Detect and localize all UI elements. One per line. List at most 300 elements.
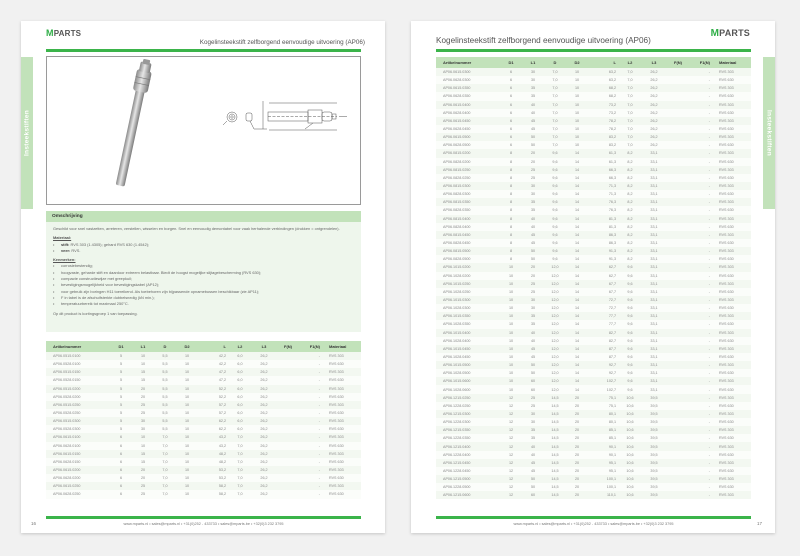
table-cell: 8,2 [618,255,642,263]
table-cell: 7,0 [618,92,642,100]
table-cell: 50 [522,369,544,377]
table-cell [666,345,690,353]
table-cell: 10 [566,133,588,141]
table-cell: AP06.0528.0150 [46,376,110,384]
logo-m: M [710,28,720,39]
table-cell: AP06.1028.0450 [436,353,500,361]
table-cell: AP06.0628.0200 [46,474,110,482]
table-cell: 8,2 [618,215,642,223]
table-cell: RVS 303 [712,459,751,467]
table-cell: RVS 630 [712,418,751,426]
table-cell: 39,5 [642,491,666,499]
table-cell: RVS 630 [712,190,751,198]
table-cell: AP06.0628.0400 [436,109,500,117]
table-cell: 33,1 [642,288,666,296]
table-cell: AP06.1228.0350 [436,434,500,442]
table-cell: 26,2 [252,352,276,360]
table-cell: 14 [566,369,588,377]
table-cell: RVS 630 [712,451,751,459]
table-cell: 76,3 [588,206,618,214]
table-cell: 14 [566,312,588,320]
table-cell: 14 [566,215,588,223]
table-row [436,182,751,190]
table-cell: 80,1 [588,418,618,426]
table-cell: 9,6 [618,320,642,328]
table-cell: 73,2 [588,101,618,109]
table-cell [666,239,690,247]
table-cell [276,433,300,441]
material-item [53,248,354,254]
table-cell: 9,6 [544,190,566,198]
table-row [46,393,361,401]
table-cell [666,223,690,231]
table-cell [666,442,690,450]
table-cell: 26,2 [642,133,666,141]
table-cell: AP06.1015.0350 [436,312,500,320]
table-cell: AP06.0815.0250 [436,166,500,174]
table-cell [276,368,300,376]
table-row [436,125,751,133]
table-cell: - [690,418,712,426]
table-cell: 5,5 [154,393,176,401]
table-cell: 33,1 [642,190,666,198]
table-cell [666,141,690,149]
table-cell: 26,2 [252,401,276,409]
column-header: L1 [132,341,154,352]
table-cell: 33,1 [642,280,666,288]
section-tab [763,57,775,209]
table-cell: 58,2 [198,482,228,490]
table-cell: 80,1 [588,410,618,418]
table-cell: - [690,92,712,100]
table-cell: 33,1 [642,158,666,166]
table-cell: 9,6 [618,369,642,377]
catalog-page-left [21,21,385,533]
table-cell: - [690,459,712,467]
table-cell: 20 [566,459,588,467]
table-cell: AP06.1015.0250 [436,280,500,288]
table-cell: 8 [500,174,522,182]
table-cell: 33,1 [642,361,666,369]
table-cell: 33,1 [642,353,666,361]
table-cell: - [300,466,322,474]
table-cell: - [690,215,712,223]
table-cell: AP06.0815.0300 [436,182,500,190]
table-cell [666,418,690,426]
table-cell: 86,3 [588,231,618,239]
table-cell: 14 [566,377,588,385]
table-cell: 33,1 [642,329,666,337]
table-cell: 5,5 [154,385,176,393]
table-cell: RVS 303 [712,263,751,271]
table-cell: 5,5 [154,376,176,384]
table-cell: RVS 303 [712,68,751,76]
table-cell: 26,2 [642,84,666,92]
table-cell: AP06.0628.0350 [436,92,500,100]
table-cell: 12,0 [544,312,566,320]
table-cell: - [690,133,712,141]
table-cell: 25 [522,394,544,402]
table-cell: 7,0 [544,109,566,117]
table-cell: 10 [566,84,588,92]
table-cell: 95,1 [588,467,618,475]
table-row [436,402,751,410]
table-cell: 9,6 [544,158,566,166]
table-cell: RVS 630 [712,304,751,312]
table-cell: 10 [500,288,522,296]
column-header: L3 [252,341,276,352]
table-cell: RVS 303 [712,345,751,353]
table-cell: 10 [132,442,154,450]
table-cell: 5,5 [154,417,176,425]
table-cell: 9,6 [544,215,566,223]
table-cell [666,117,690,125]
table-cell: 12 [500,467,522,475]
table-cell [666,68,690,76]
table-cell [666,190,690,198]
table-cell: 12,0 [544,337,566,345]
table-cell: 14 [566,190,588,198]
table-row [436,206,751,214]
table-cell: RVS 303 [322,417,361,425]
table-cell: RVS 630 [712,467,751,475]
page-title: Kogelinsteekstift zelfborgend eenvoudige uitvoering (AP06) [436,36,651,45]
table-cell: 81,3 [588,215,618,223]
table-cell: RVS 630 [712,483,751,491]
table-cell: RVS 630 [712,76,751,84]
table-cell: AP06.0628.0250 [46,490,110,498]
table-cell: AP06.1215.0350 [436,426,500,434]
table-cell: 14 [566,304,588,312]
table-cell: 7,0 [618,141,642,149]
table-cell: AP06.1015.0300 [436,296,500,304]
table-cell: 10,6 [618,442,642,450]
table-cell: 12,0 [544,353,566,361]
table-cell: 30 [522,68,544,76]
table-row [436,255,751,263]
table-cell: 12 [500,434,522,442]
table-cell: 26,2 [252,442,276,450]
table-cell: - [690,76,712,84]
table-row [436,92,751,100]
table-cell: 26,2 [642,92,666,100]
table-cell: - [300,368,322,376]
table-cell: 33,1 [642,166,666,174]
table-cell: 8,2 [618,190,642,198]
table-cell: 78,2 [588,117,618,125]
table-cell [666,92,690,100]
table-cell: 20 [566,475,588,483]
page-number: 17 [757,521,763,526]
table-cell: - [690,426,712,434]
table-cell: 14 [566,174,588,182]
table-cell: 50 [522,483,544,491]
table-cell: AP06.1215.0450 [436,459,500,467]
table-cell: 30 [522,182,544,190]
table-row [46,409,361,417]
table-cell: 10 [176,385,198,393]
table-row [46,466,361,474]
table-cell: 9,6 [544,198,566,206]
table-cell: 26,2 [252,409,276,417]
table-cell: 67,7 [588,288,618,296]
table-cell: 9,6 [544,247,566,255]
table-cell: 9,6 [618,329,642,337]
table-cell: 20 [566,467,588,475]
table-cell: 33,1 [642,369,666,377]
table-cell: RVS 630 [322,490,361,498]
table-cell: 20 [566,483,588,491]
table-cell: 10 [500,385,522,393]
table-cell: 6,0 [228,368,252,376]
table-row [436,385,751,393]
table-cell: - [300,417,322,425]
table-cell: 12,0 [544,329,566,337]
product-illustration [47,57,360,204]
table-cell: 15 [132,368,154,376]
table-row [436,239,751,247]
table-cell: 14 [566,223,588,231]
table-cell: 40 [522,442,544,450]
table-cell [666,434,690,442]
table-cell: AP06.0528.0200 [46,393,110,401]
table-cell: 33,1 [642,149,666,157]
table-cell: 10 [566,101,588,109]
table-cell: 40 [522,109,544,117]
table-cell: 9,6 [544,206,566,214]
table-cell: 25 [522,288,544,296]
table-cell: 14 [566,263,588,271]
table-row [436,296,751,304]
table-cell [666,394,690,402]
table-cell: - [690,206,712,214]
table-row [436,280,751,288]
table-cell: 33,1 [642,272,666,280]
table-cell: 47,2 [198,376,228,384]
table-cell: RVS 303 [712,101,751,109]
table-row [436,337,751,345]
table-cell [666,475,690,483]
table-cell: - [690,280,712,288]
feature-item: • compacte constructiewijze met greepkuil; [53,276,354,282]
table-cell: 6 [110,482,132,490]
table-cell: 35 [522,426,544,434]
table-cell: 26,2 [642,117,666,125]
table-cell: 8 [500,215,522,223]
table-cell: 95,1 [588,459,618,467]
table-cell: 26,2 [642,68,666,76]
table-cell: 26,2 [252,458,276,466]
table-cell: 20 [132,393,154,401]
table-cell: 72,7 [588,304,618,312]
table-cell: RVS 630 [322,409,361,417]
table-cell [666,231,690,239]
table-cell [276,417,300,425]
table-cell: 62,7 [588,263,618,271]
section-tab-label: Insteekstiften [765,109,773,157]
table-cell: 12,0 [544,280,566,288]
table-cell: AP06.0628.0300 [436,76,500,84]
table-cell: 30 [522,304,544,312]
table-cell: 61,3 [588,149,618,157]
table-cell: 35 [522,320,544,328]
table-cell: 52,2 [198,385,228,393]
table-cell: - [690,125,712,133]
table-cell: 39,5 [642,483,666,491]
table-cell: 90,1 [588,442,618,450]
table-row [436,442,751,450]
table-cell: 6 [110,458,132,466]
table-cell: - [300,425,322,433]
table-cell: 8,2 [618,174,642,182]
table-cell: - [300,474,322,482]
table-cell: 52,2 [198,393,228,401]
table-cell: 12,0 [544,272,566,280]
table-cell: 8,2 [618,182,642,190]
table-cell: - [690,483,712,491]
table-row [436,190,751,198]
table-row [436,459,751,467]
table-cell: 14,5 [544,394,566,402]
footer-contact: www.mparts.nl • sales@mparts.nl • +31(0)252 - 433733 • sales@mparts.be • +32(0)3 232 3795 [513,522,674,526]
table-cell [276,360,300,368]
table-cell: AP06.1015.0500 [436,361,500,369]
table-cell: 60 [522,385,544,393]
table-cell: 78,2 [588,125,618,133]
table-cell: 33,1 [642,206,666,214]
table-row [436,117,751,125]
table-cell: 10 [500,280,522,288]
table-cell: AP06.0828.0300 [436,190,500,198]
table-cell: 20 [566,394,588,402]
table-cell: 45 [522,353,544,361]
table-cell: RVS 303 [712,377,751,385]
table-cell: 5 [110,393,132,401]
table-cell: 7,0 [228,490,252,498]
table-cell: 14 [566,182,588,190]
table-cell: 33,1 [642,215,666,223]
table-cell: 20 [566,451,588,459]
table-cell [666,459,690,467]
table-cell: 25 [522,166,544,174]
table-cell: 30 [522,76,544,84]
column-header: F(N) [276,341,300,352]
table-cell: 33,1 [642,320,666,328]
table-cell: 14 [566,337,588,345]
table-cell [276,409,300,417]
table-cell: 14 [566,231,588,239]
table-cell: 33,1 [642,312,666,320]
table-cell: AP06.1215.0600 [436,491,500,499]
table-row [436,288,751,296]
table-cell: 10 [176,360,198,368]
table-cell [666,198,690,206]
table-cell: 25 [132,490,154,498]
table-cell: 48,2 [198,458,228,466]
table-cell: 14 [566,345,588,353]
table-cell: - [690,166,712,174]
table-cell: AP06.0815.0400 [436,215,500,223]
table-cell: 45 [522,117,544,125]
table-cell: 33,1 [642,239,666,247]
table-cell: 26,2 [642,109,666,117]
table-cell: 7,0 [544,68,566,76]
spec-table-left [46,341,361,499]
table-cell: 26,2 [252,385,276,393]
section-tab [21,57,33,209]
table-cell [276,442,300,450]
table-cell: 110,1 [588,491,618,499]
table-cell: 6 [500,109,522,117]
table-cell: 12,0 [544,361,566,369]
table-cell: AP06.1028.0250 [436,288,500,296]
table-cell: AP06.0615.0400 [436,101,500,109]
table-cell: 100,1 [588,483,618,491]
column-header: L2 [228,341,252,352]
table-cell: - [690,451,712,459]
table-cell: - [690,369,712,377]
table-cell: RVS 630 [322,360,361,368]
catalog-page-right [411,21,775,533]
table-cell: AP06.0828.0350 [436,206,500,214]
table-cell: AP06.1015.0400 [436,329,500,337]
table-cell: 7,0 [544,76,566,84]
column-header: L1 [522,57,544,68]
table-cell: 92,7 [588,361,618,369]
table-cell: AP06.0815.0450 [436,231,500,239]
table-cell: 15 [132,376,154,384]
table-cell: 39,5 [642,459,666,467]
table-cell: 8 [500,182,522,190]
table-cell: 9,6 [618,353,642,361]
table-cell: 10 [176,376,198,384]
table-cell: 9,6 [618,263,642,271]
table-cell [666,320,690,328]
table-cell: 14 [566,158,588,166]
table-cell: - [300,385,322,393]
table-cell: 12 [500,418,522,426]
table-cell: 14,5 [544,451,566,459]
table-cell: 20 [566,442,588,450]
table-cell: AP06.0628.0150 [46,458,110,466]
table-cell: 92,7 [588,369,618,377]
table-row [436,68,751,76]
table-row [436,141,751,149]
table-cell: 6 [110,450,132,458]
table-cell: AP06.0815.0200 [436,149,500,157]
table-cell: 30 [522,418,544,426]
table-cell: 39,5 [642,475,666,483]
table-cell: 7,0 [618,133,642,141]
table-cell: 10,6 [618,418,642,426]
table-cell [276,393,300,401]
table-cell: 10 [566,92,588,100]
table-cell: 20 [522,263,544,271]
table-cell: 12 [500,426,522,434]
table-cell: 39,5 [642,467,666,475]
table-cell: AP06.0615.0100 [46,433,110,441]
table-cell: 9,6 [618,272,642,280]
table-row [436,133,751,141]
table-cell: 42,2 [198,360,228,368]
table-cell: 10 [176,368,198,376]
table-cell [666,182,690,190]
column-header: Artikelnummer [436,57,500,68]
table-row [46,417,361,425]
table-cell: 91,3 [588,247,618,255]
table-cell: 9,6 [544,174,566,182]
table-cell: 6 [110,442,132,450]
